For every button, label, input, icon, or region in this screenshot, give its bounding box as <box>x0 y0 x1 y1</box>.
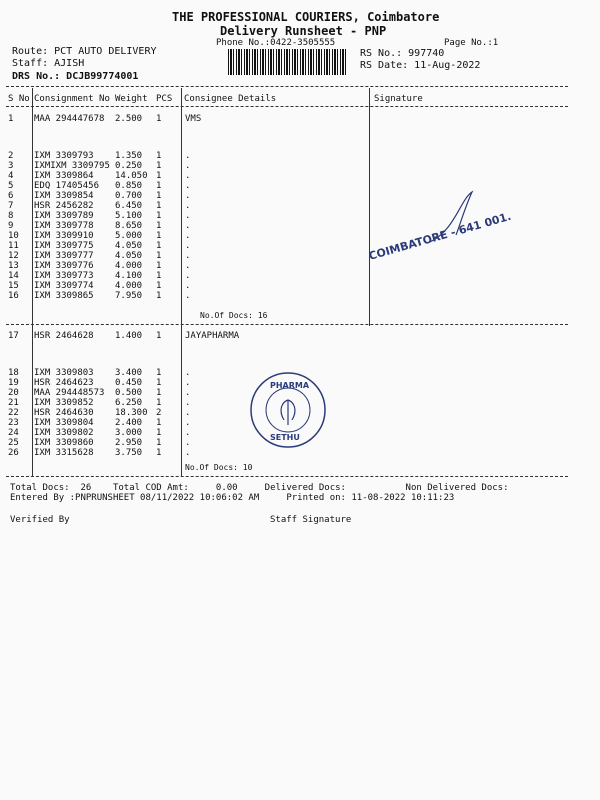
consignment-no: MAA 294448573 <box>34 388 105 398</box>
pcs: 1 <box>156 114 162 124</box>
pcs: 1 <box>156 241 162 251</box>
sno: 17 <box>8 331 19 341</box>
sno: 12 <box>8 251 19 261</box>
table-row <box>0 114 600 124</box>
weight: 14.050 <box>115 171 148 181</box>
weight: 7.950 <box>115 291 143 301</box>
weight: 0.850 <box>115 181 143 191</box>
pcs: 1 <box>156 378 162 388</box>
pcs: 1 <box>156 211 162 221</box>
weight: 2.500 <box>115 114 143 124</box>
pcs: 1 <box>156 398 162 408</box>
verified-by-label: Verified By <box>10 515 70 525</box>
consignment-no: HSR 2456282 <box>34 201 94 211</box>
staff: Staff: AJISH <box>12 58 85 69</box>
sno: 16 <box>8 291 19 301</box>
consignee-detail: . <box>185 241 191 251</box>
divider <box>6 324 568 325</box>
pcs: 1 <box>156 428 162 438</box>
phone-number: Phone No.:0422-3505555 <box>216 38 336 48</box>
consignment-no: HSR 2464628 <box>34 331 94 341</box>
entered-by-line: Entered By :PNPRUNSHEET 08/11/2022 10:06:02 AM Printed on: 11-08-2022 10:11:23 <box>10 493 455 503</box>
consignee-detail: . <box>185 261 191 271</box>
pcs: 1 <box>156 251 162 261</box>
consignee-detail: . <box>185 448 191 458</box>
consignment-no: IXM 3309852 <box>34 398 94 408</box>
col-header-signature: Signature <box>374 94 423 104</box>
page-number: Page No.:1 <box>444 38 499 48</box>
consignee-detail: . <box>185 221 191 231</box>
coimbatore-stamp <box>360 180 560 270</box>
sno: 3 <box>8 161 14 171</box>
docs-count: No.Of Docs: 10 <box>185 463 253 472</box>
weight: 3.400 <box>115 368 143 378</box>
barcode <box>228 49 348 75</box>
document-title: Delivery Runsheet - PNP <box>220 24 387 38</box>
table-row <box>0 271 600 281</box>
sno: 6 <box>8 191 14 201</box>
sno: 8 <box>8 211 14 221</box>
pcs: 1 <box>156 221 162 231</box>
consignee-detail: . <box>185 181 191 191</box>
consignment-no: EDQ 17405456 <box>34 181 100 191</box>
consignment-no: IXM 3309865 <box>34 291 94 301</box>
consignment-no: IXM 3309804 <box>34 418 94 428</box>
weight: 3.000 <box>115 428 143 438</box>
consignee-detail: . <box>185 418 191 428</box>
sno: 25 <box>8 438 19 448</box>
pcs: 1 <box>156 291 162 301</box>
consignee-detail: . <box>185 231 191 241</box>
consignee-detail: . <box>185 171 191 181</box>
weight: 8.650 <box>115 221 143 231</box>
consignment-no: IXM 3309773 <box>34 271 94 281</box>
drs-number: DRS No.: DCJB99774001 <box>12 71 139 82</box>
consignment-no: IXM 3315628 <box>34 448 94 458</box>
consignment-no: IXMIXM 3309795 <box>34 161 110 171</box>
consignee: VMS <box>185 114 202 124</box>
docs-count: No.Of Docs: 16 <box>200 311 268 320</box>
stamp-text: COIMBATORE - 641 001. <box>367 209 513 263</box>
consignment-no: HSR 2464630 <box>34 408 94 418</box>
weight: 5.000 <box>115 231 143 241</box>
sno: 4 <box>8 171 14 181</box>
table-row <box>0 151 600 161</box>
pcs: 2 <box>156 408 162 418</box>
rs-number: RS No.: 997740 <box>360 48 445 59</box>
consignee-detail: . <box>185 151 191 161</box>
weight: 5.100 <box>115 211 143 221</box>
consignee-detail: . <box>185 161 191 171</box>
pcs: 1 <box>156 201 162 211</box>
consignee-detail: . <box>185 291 191 301</box>
col-header-sno: S No <box>8 94 30 104</box>
sno: 2 <box>8 151 14 161</box>
sno: 20 <box>8 388 19 398</box>
consignee-detail: . <box>185 271 191 281</box>
consignee: JAYAPHARMA <box>185 331 240 341</box>
consignee-detail: . <box>185 368 191 378</box>
company-name: THE PROFESSIONAL COURIERS, Coimbatore <box>172 10 440 24</box>
weight: 2.400 <box>115 418 143 428</box>
consignment-no: IXM 3309793 <box>34 151 94 161</box>
consignment-no: IXM 3309776 <box>34 261 94 271</box>
sno: 10 <box>8 231 19 241</box>
pcs: 1 <box>156 261 162 271</box>
consignee-detail: . <box>185 388 191 398</box>
route: Route: PCT AUTO DELIVERY <box>12 46 157 57</box>
col-header-consignment: Consignment No <box>34 94 110 104</box>
divider <box>6 106 568 107</box>
seal-bottom-text: SETHU <box>270 433 300 442</box>
sno: 18 <box>8 368 19 378</box>
weight: 0.700 <box>115 191 143 201</box>
pcs: 1 <box>156 448 162 458</box>
divider <box>6 86 568 87</box>
weight: 4.000 <box>115 261 143 271</box>
pcs: 1 <box>156 171 162 181</box>
pcs: 1 <box>156 331 162 341</box>
consignee-detail: . <box>185 378 191 388</box>
sno: 14 <box>8 271 19 281</box>
weight: 0.500 <box>115 388 143 398</box>
consignment-no: IXM 3309860 <box>34 438 94 448</box>
consignment-no: HSR 2464623 <box>34 378 94 388</box>
consignee-detail: . <box>185 428 191 438</box>
pcs: 1 <box>156 181 162 191</box>
weight: 0.450 <box>115 378 143 388</box>
pcs: 1 <box>156 191 162 201</box>
weight: 18.300 <box>115 408 148 418</box>
pcs: 1 <box>156 438 162 448</box>
rs-date: RS Date: 11-Aug-2022 <box>360 60 481 71</box>
weight: 2.950 <box>115 438 143 448</box>
sno: 26 <box>8 448 19 458</box>
totals-line: Total Docs: 26 Total COD Amt: 0.00 Delivered Docs: Non Delivered Docs: <box>10 483 509 493</box>
pcs: 1 <box>156 281 162 291</box>
consignment-no: IXM 3309803 <box>34 368 94 378</box>
consignment-no: IXM 3309864 <box>34 171 94 181</box>
pcs: 1 <box>156 231 162 241</box>
consignee-detail: . <box>185 398 191 408</box>
consignment-no: IXM 3309774 <box>34 281 94 291</box>
table-row <box>0 291 600 301</box>
col-header-consignee: Consignee Details <box>184 94 277 104</box>
sno: 1 <box>8 114 14 124</box>
weight: 0.250 <box>115 161 143 171</box>
pharma-seal <box>248 370 328 450</box>
pcs: 1 <box>156 388 162 398</box>
consignee-detail: . <box>185 251 191 261</box>
pcs: 1 <box>156 151 162 161</box>
sno: 24 <box>8 428 19 438</box>
staff-signature-label: Staff Signature <box>270 515 352 525</box>
divider <box>6 476 568 477</box>
sno: 13 <box>8 261 19 271</box>
weight: 3.750 <box>115 448 143 458</box>
pcs: 1 <box>156 418 162 428</box>
weight: 4.050 <box>115 241 143 251</box>
consignment-no: IXM 3309789 <box>34 211 94 221</box>
sno: 9 <box>8 221 14 231</box>
table-row <box>0 281 600 291</box>
consignee-detail: . <box>185 408 191 418</box>
consignment-no: IXM 3309778 <box>34 221 94 231</box>
consignee-detail: . <box>185 281 191 291</box>
seal-emblem <box>281 400 295 425</box>
consignee-detail: . <box>185 201 191 211</box>
pcs: 1 <box>156 368 162 378</box>
weight: 6.450 <box>115 201 143 211</box>
sno: 15 <box>8 281 19 291</box>
table-row <box>0 161 600 171</box>
col-header-pcs: PCS <box>156 94 173 104</box>
consignment-no: IXM 3309775 <box>34 241 94 251</box>
consignee-detail: . <box>185 211 191 221</box>
weight: 4.000 <box>115 281 143 291</box>
table-row <box>0 331 600 341</box>
sno: 22 <box>8 408 19 418</box>
pcs: 1 <box>156 271 162 281</box>
consignment-no: IXM 3309777 <box>34 251 94 261</box>
sno: 11 <box>8 241 19 251</box>
weight: 6.250 <box>115 398 143 408</box>
weight: 1.350 <box>115 151 143 161</box>
weight: 1.400 <box>115 331 143 341</box>
sno: 5 <box>8 181 14 191</box>
weight: 4.100 <box>115 271 143 281</box>
consignee-detail: . <box>185 438 191 448</box>
sno: 7 <box>8 201 14 211</box>
weight: 4.050 <box>115 251 143 261</box>
col-header-weight: Weight <box>115 94 148 104</box>
pcs: 1 <box>156 161 162 171</box>
consignment-no: MAA 294447678 <box>34 114 105 124</box>
sno: 23 <box>8 418 19 428</box>
seal-top-text: PHARMA <box>270 381 310 390</box>
consignment-no: IXM 3309910 <box>34 231 94 241</box>
sno: 21 <box>8 398 19 408</box>
consignee-detail: . <box>185 191 191 201</box>
consignment-no: IXM 3309854 <box>34 191 94 201</box>
consignment-no: IXM 3309802 <box>34 428 94 438</box>
sno: 19 <box>8 378 19 388</box>
